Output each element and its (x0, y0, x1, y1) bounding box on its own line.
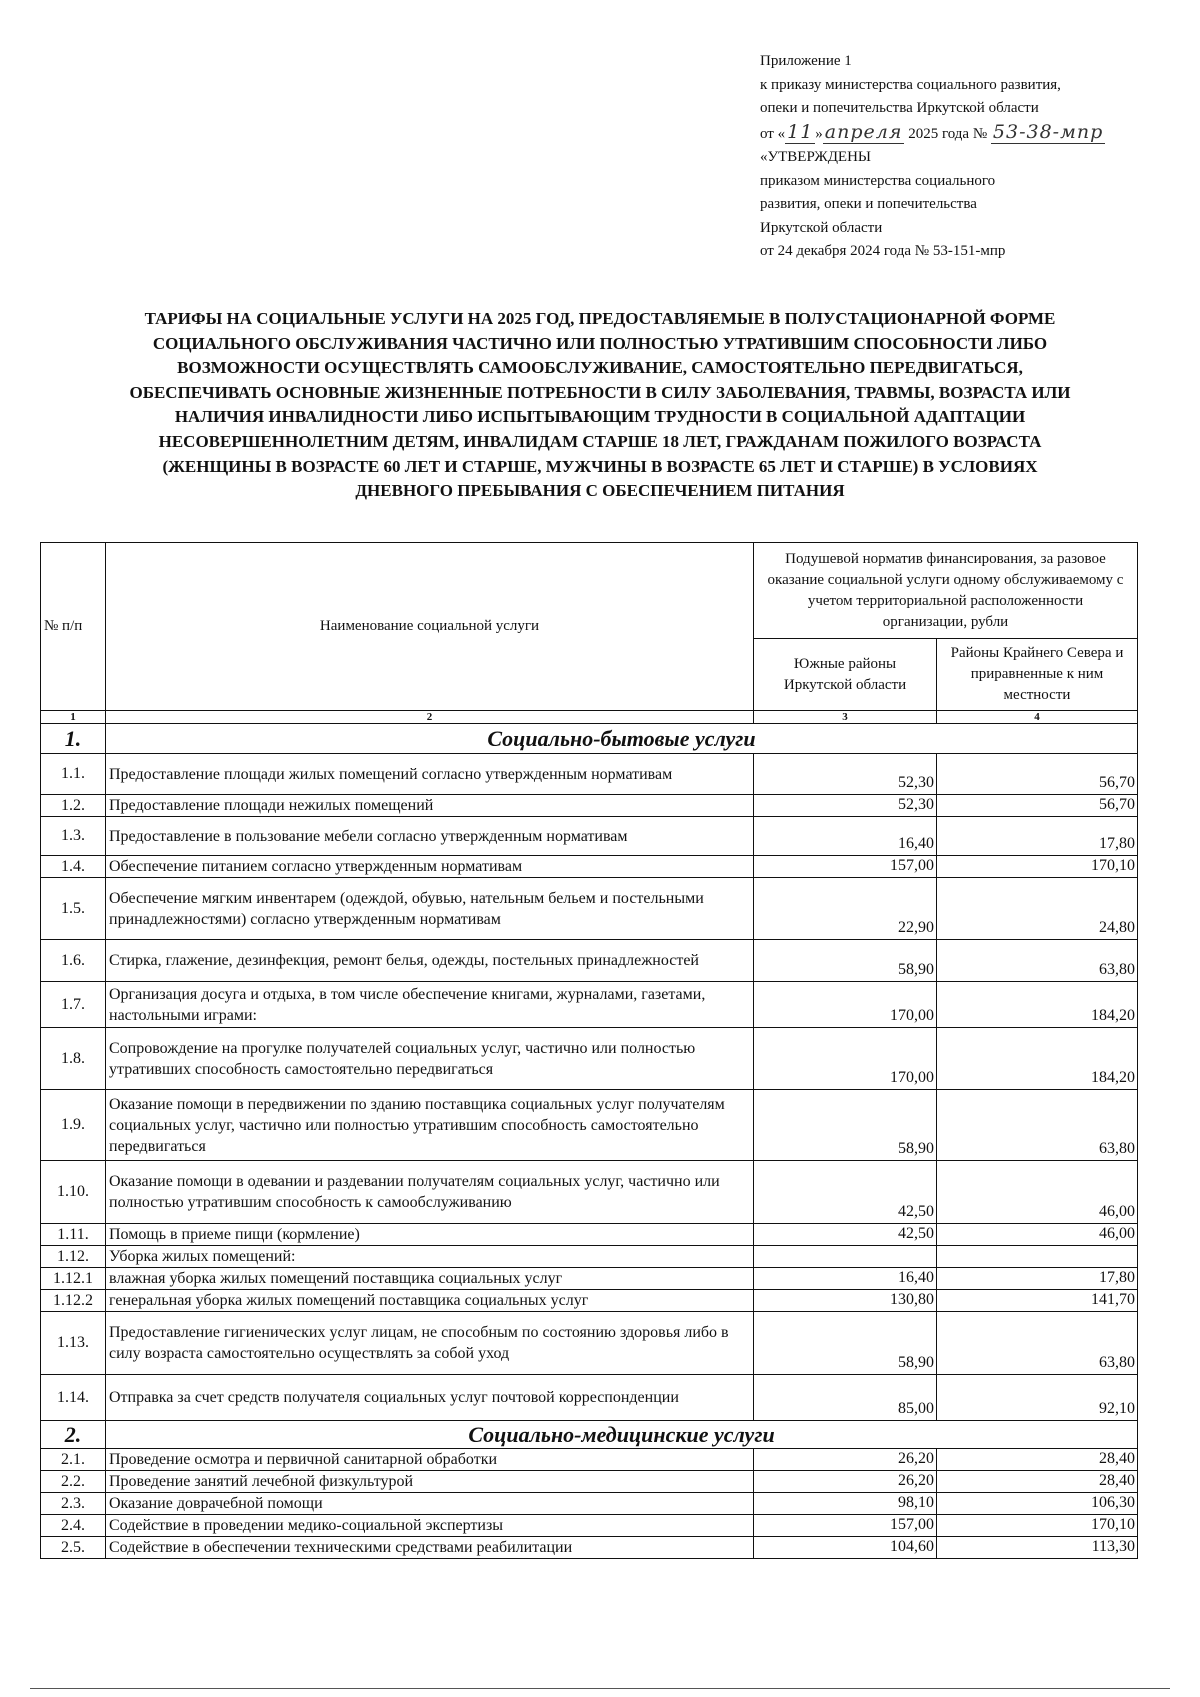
tariff-south: 16,40 (754, 817, 937, 856)
tariff-north: 184,20 (937, 1028, 1138, 1090)
date-mid: » (815, 125, 823, 142)
service-name: Помощь в приеме пищи (кормление) (106, 1224, 754, 1246)
table-row (41, 1449, 1138, 1471)
service-name: влажная уборка жилых помещений поставщика социальных услуг (106, 1268, 754, 1290)
tariffs-table (40, 542, 1138, 1559)
tariff-north: 56,70 (937, 795, 1138, 817)
tariff-south (754, 1246, 937, 1268)
service-name: Организация досуга и отдыха, в том числе обеспечение книгами, журналами, газетами, настольными играми: (106, 982, 754, 1028)
table-row (41, 982, 1138, 1028)
tariff-south: 98,10 (754, 1493, 937, 1515)
tariff-south: 130,80 (754, 1290, 937, 1312)
column-index: 2 (106, 711, 754, 724)
page-bottom-rule (30, 1688, 1170, 1689)
tariff-north: 141,70 (937, 1290, 1138, 1312)
date-prefix: от « (760, 125, 786, 142)
approval-line: «УТВЕРЖДЕНЫ (760, 149, 872, 165)
title-line: НАЛИЧИЯ ИНВАЛИДНОСТИ ЛИБО ИСПЫТЫВАЮЩИМ ТРУДНОСТИ В СОЦИАЛЬНОЙ АДАПТАЦИИ (174, 407, 1026, 427)
handwritten-day: 11 (787, 120, 814, 143)
table-row (41, 1471, 1138, 1493)
service-name: Сопровождение на прогулке получателей социальных услуг, частично или полностью утративших способность самостоятельно передвигаться (106, 1028, 754, 1090)
tariff-south: 58,90 (754, 1090, 937, 1161)
title-line: ДНЕВНОГО ПРЕБЫВАНИЯ С ОБЕСПЕЧЕНИЕМ ПИТАНИЯ (355, 481, 845, 501)
approval-line: к приказу министерства социального развития, (760, 76, 1061, 93)
table-row (41, 940, 1138, 982)
tariff-north: 63,80 (937, 1090, 1138, 1161)
tariff-north: 170,10 (937, 856, 1138, 878)
row-number: 2.1. (41, 1449, 106, 1471)
tariff-north: 17,80 (937, 817, 1138, 856)
section-row (41, 1421, 1138, 1449)
tariff-south: 85,00 (754, 1375, 937, 1421)
tariff-south: 42,50 (754, 1161, 937, 1224)
row-number: 2.4. (41, 1515, 106, 1537)
table-row (41, 1161, 1138, 1224)
table-row (41, 795, 1138, 817)
table-row (41, 817, 1138, 856)
service-name: генеральная уборка жилых помещений поставщика социальных услуг (106, 1290, 754, 1312)
title-line: (ЖЕНЩИНЫ В ВОЗРАСТЕ 60 ЛЕТ И СТАРШЕ, МУЖЧИНЫ В ВОЗРАСТЕ 65 ЛЕТ И СТАРШЕ) В УСЛОВИЯХ (162, 456, 1038, 476)
table-row (41, 1515, 1138, 1537)
service-name: Оказание помощи в передвижении по зданию поставщика социальных услуг получателям социальных услуг, частично или полностью утратившим способность самостоятельно передвигаться (106, 1090, 754, 1161)
tariff-north: 28,40 (937, 1471, 1138, 1493)
table-row (41, 1224, 1138, 1246)
title-line: НЕСОВЕРШЕННОЛЕТНИМ ДЕТЯМ, ИНВАЛИДАМ СТАРШЕ 18 ЛЕТ, ГРАЖДАНАМ ПОЖИЛОГО ВОЗРАСТА (158, 431, 1042, 451)
row-number: 1.6. (41, 940, 106, 982)
row-number: 1.10. (41, 1161, 106, 1224)
column-index: 4 (937, 711, 1138, 724)
service-name: Уборка жилых помещений: (106, 1246, 754, 1268)
title-line: ВОЗМОЖНОСТИ ОСУЩЕСТВЛЯТЬ САМООБСЛУЖИВАНИЕ, САМОСТОЯТЕЛЬНО ПЕРЕДВИГАТЬСЯ, (177, 358, 1023, 378)
tariff-north (937, 1246, 1138, 1268)
row-number: 1.13. (41, 1312, 106, 1375)
service-name: Оказание помощи в одевании и раздевании получателям социальных услуг, частично или полностью утратившим способность к самообслуживанию (106, 1161, 754, 1224)
approval-line: опеки и попечительства Иркутской области (760, 100, 1039, 116)
tariff-south: 58,90 (754, 940, 937, 982)
tariff-north: 106,30 (937, 1493, 1138, 1515)
tariff-north: 24,80 (937, 878, 1138, 940)
row-number: 1.3. (41, 817, 106, 856)
row-number: 1.5. (41, 878, 106, 940)
service-name: Обеспечение питанием согласно утвержденным нормативам (106, 856, 754, 878)
table-row (41, 1090, 1138, 1161)
service-name: Предоставление в пользование мебели согласно утвержденным нормативам (106, 817, 754, 856)
tariff-north: 63,80 (937, 1312, 1138, 1375)
row-number: 1.2. (41, 795, 106, 817)
column-index: 1 (41, 711, 106, 724)
table-row (41, 856, 1138, 878)
service-name: Предоставление площади нежилых помещений (106, 795, 754, 817)
row-number: 2.2. (41, 1471, 106, 1493)
service-name: Содействие в обеспечении техническими средствами реабилитации (106, 1537, 754, 1559)
service-name: Проведение осмотра и первичной санитарной обработки (106, 1449, 754, 1471)
handwritten-order-number: 53-38-мпр (992, 120, 1104, 143)
row-number: 2.3. (41, 1493, 106, 1515)
table-row (41, 754, 1138, 795)
tariff-south: 42,50 (754, 1224, 937, 1246)
tariff-south: 157,00 (754, 856, 937, 878)
table-row (41, 1537, 1138, 1559)
table-row (41, 1375, 1138, 1421)
row-number: 1.8. (41, 1028, 106, 1090)
header-normative: Подушевой норматив финансирования, за разовое оказание социальной услуги одному обслуживаемому с учетом территориальной расположенности организации, рубли (754, 543, 1138, 639)
service-name: Предоставление гигиенических услуг лицам, не способным по состоянию здоровья либо в силу возраста самостоятельно осуществлять за собой уход (106, 1312, 754, 1375)
tariff-north: 184,20 (937, 982, 1138, 1028)
row-number: 2.5. (41, 1537, 106, 1559)
row-number: 1.1. (41, 754, 106, 795)
service-name: Проведение занятий лечебной физкультурой (106, 1471, 754, 1493)
tariff-south: 26,20 (754, 1449, 937, 1471)
tariff-south: 157,00 (754, 1515, 937, 1537)
tariff-south: 16,40 (754, 1268, 937, 1290)
title-line: СОЦИАЛЬНОГО ОБСЛУЖИВАНИЯ ЧАСТИЧНО ИЛИ ПОЛНОСТЬЮ УТРАТИВШИМ СПОСОБНОСТИ ЛИБО (152, 333, 1048, 353)
table-body (41, 724, 1138, 1559)
title-line: ОБЕСПЕЧИВАТЬ ОСНОВНЫЕ ЖИЗНЕННЫЕ ПОТРЕБНОСТИ В СИЛУ ЗАБОЛЕВАНИЯ, ТРАВМЫ, ВОЗРАСТА ИЛИ (129, 382, 1071, 402)
section-row (41, 724, 1138, 754)
date-year: 2025 года № (904, 125, 991, 142)
table-row (41, 1312, 1138, 1375)
service-name: Отправка за счет средств получателя социальных услуг почтовой корреспонденции (106, 1375, 754, 1421)
row-number: 1.12.1 (41, 1268, 106, 1290)
table-row (41, 1493, 1138, 1515)
row-number: 1.9. (41, 1090, 106, 1161)
approval-date-line (760, 121, 1180, 147)
service-name: Обеспечение мягким инвентарем (одеждой, обувью, нательным бельем и постельными принадлежностями) согласно утвержденным нормативам (106, 878, 754, 940)
tariff-south: 170,00 (754, 1028, 937, 1090)
header-south: Южные районы Иркутской области (754, 639, 937, 711)
row-number: 1.7. (41, 982, 106, 1028)
tariff-south: 52,30 (754, 754, 937, 795)
document-title (55, 307, 1145, 504)
row-number: 1.11. (41, 1224, 106, 1246)
table-row (41, 1028, 1138, 1090)
approval-line: Приложение 1 (760, 53, 852, 69)
approval-line: от 24 декабря 2024 года № 53-151-мпр (760, 243, 1006, 259)
tariff-north: 113,30 (937, 1537, 1138, 1559)
tariff-north: 63,80 (937, 940, 1138, 982)
tariff-south: 58,90 (754, 1312, 937, 1375)
handwritten-month: апреля (824, 120, 903, 143)
section-title: Социально-медицинские услуги (106, 1421, 1138, 1449)
section-number: 1. (41, 724, 106, 754)
tariff-north: 56,70 (937, 754, 1138, 795)
tariff-south: 104,60 (754, 1537, 937, 1559)
tariff-north: 28,40 (937, 1449, 1138, 1471)
header-north: Районы Крайнего Севера и приравненные к ним местности (937, 639, 1138, 711)
header-service-name: Наименование социальной услуги (106, 543, 754, 711)
approval-line: приказом министерства социального (760, 172, 996, 189)
section-title: Социально-бытовые услуги (106, 724, 1138, 754)
row-number: 1.14. (41, 1375, 106, 1421)
tariff-north: 46,00 (937, 1224, 1138, 1246)
service-name: Оказание доврачебной помощи (106, 1493, 754, 1515)
approval-line: Иркутской области (760, 219, 883, 236)
table-row (41, 1290, 1138, 1312)
row-number: 1.4. (41, 856, 106, 878)
section-number: 2. (41, 1421, 106, 1449)
tariff-north: 46,00 (937, 1161, 1138, 1224)
column-index: 3 (754, 711, 937, 724)
row-number: 1.12. (41, 1246, 106, 1268)
tariff-south: 26,20 (754, 1471, 937, 1493)
service-name: Предоставление площади жилых помещений согласно утвержденным нормативам (106, 754, 754, 795)
row-number: 1.12.2 (41, 1290, 106, 1312)
header-number: № п/п (41, 543, 106, 711)
service-name: Стирка, глажение, дезинфекция, ремонт белья, одежды, постельных принадлежностей (106, 940, 754, 982)
title-line: ТАРИФЫ НА СОЦИАЛЬНЫЕ УСЛУГИ НА 2025 ГОД, ПРЕДОСТАВЛЯЕМЫЕ В ПОЛУСТАЦИОНАРНОЙ ФОРМЕ (144, 309, 1056, 328)
approval-line: развития, опеки и попечительства (760, 196, 977, 212)
service-name: Содействие в проведении медико-социальной экспертизы (106, 1515, 754, 1537)
tariff-north: 17,80 (937, 1268, 1138, 1290)
table-row (41, 1246, 1138, 1268)
tariff-south: 22,90 (754, 878, 937, 940)
approval-block (760, 50, 1180, 264)
tariff-south: 52,30 (754, 795, 937, 817)
tariff-north: 170,10 (937, 1515, 1138, 1537)
table-row (41, 1268, 1138, 1290)
tariff-north: 92,10 (937, 1375, 1138, 1421)
table-row (41, 878, 1138, 940)
tariff-south: 170,00 (754, 982, 937, 1028)
